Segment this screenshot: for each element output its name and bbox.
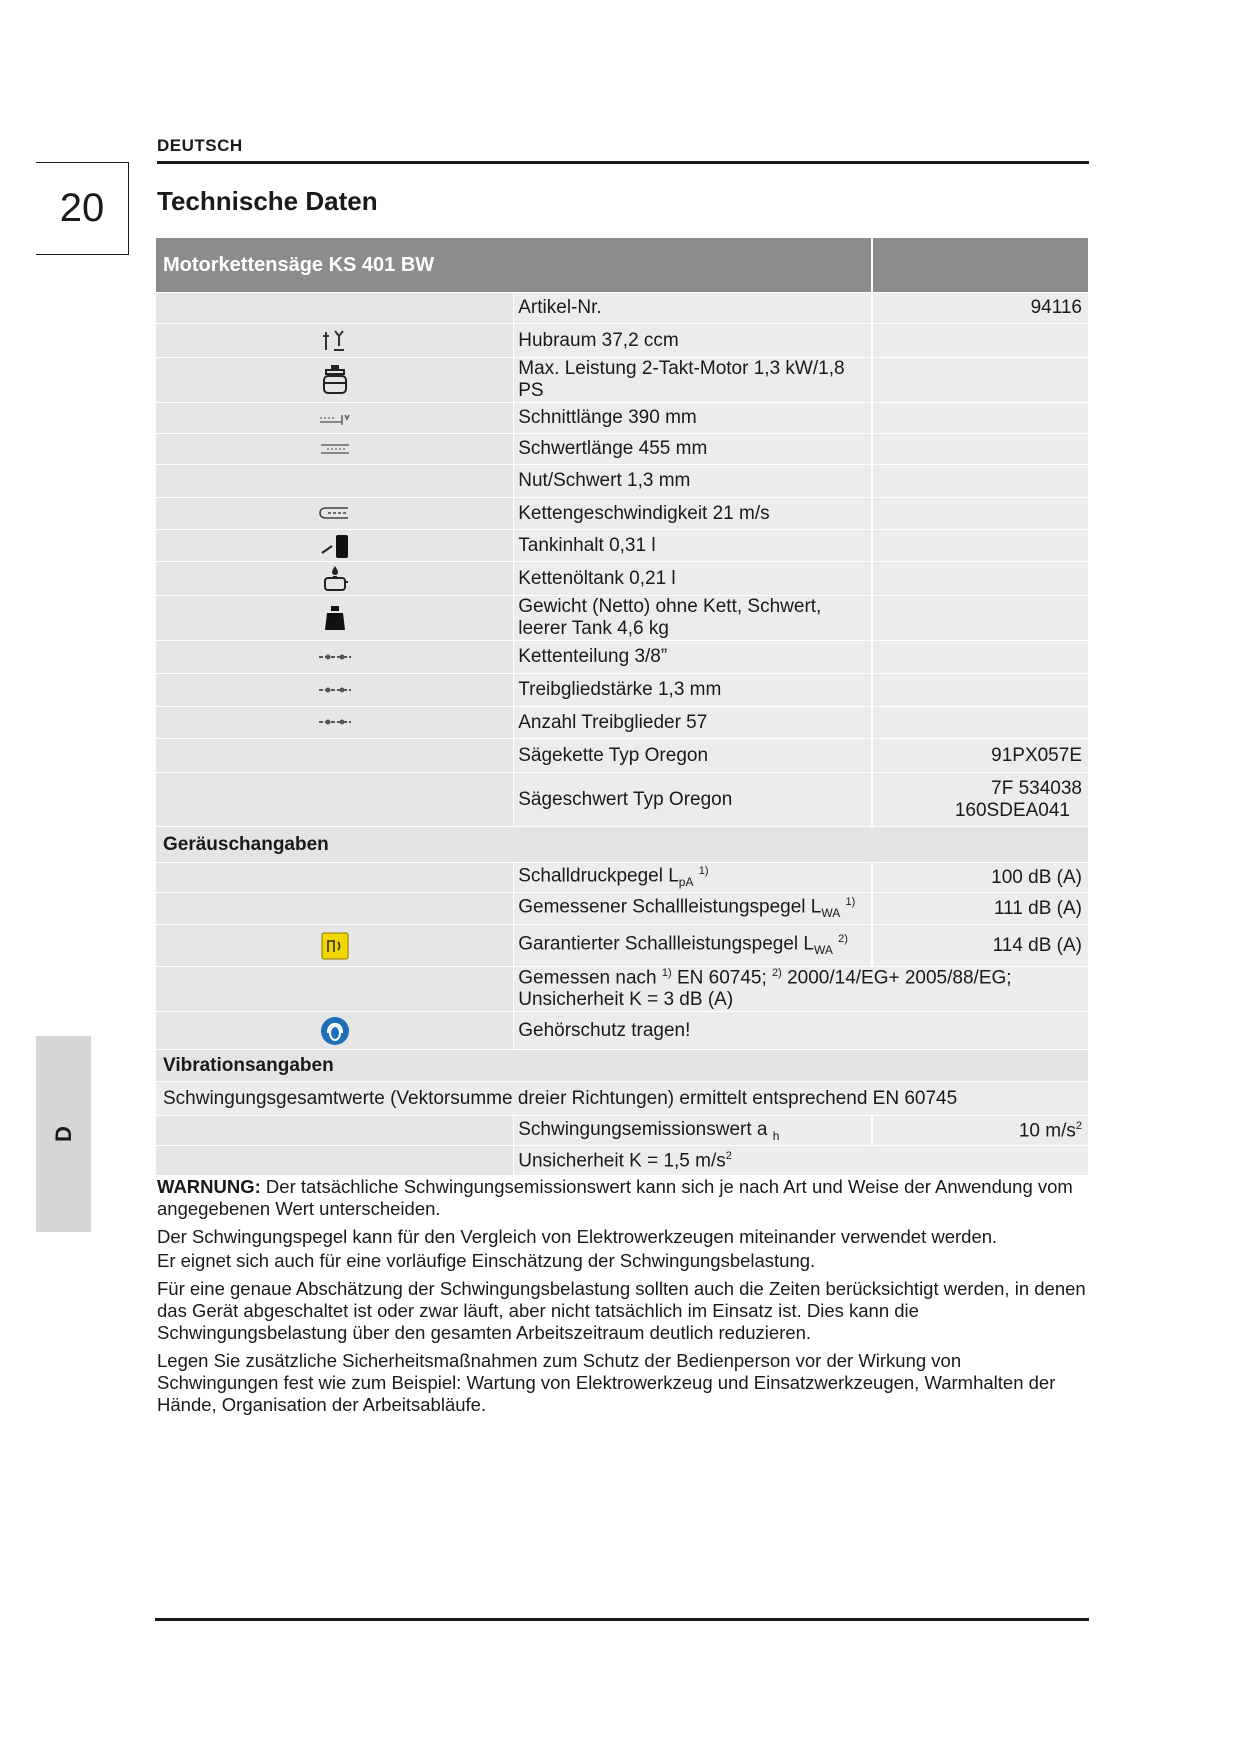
row-label: Schwingungsemissionswert a $_h$ bbox=[514, 1116, 872, 1146]
engine-power-icon bbox=[320, 364, 350, 396]
row-value bbox=[872, 324, 1089, 358]
measured-per-text: Gemessen nach $^{1)}$ EN 60745; $^{2)}$ 2000/14/EG+ 2005/88/EG; Unsicherheit K = 3 dB (A) bbox=[514, 967, 1089, 1012]
row-value bbox=[872, 530, 1089, 562]
row-label: Hubraum 37,2 ccm bbox=[514, 324, 872, 358]
product-name: Motorkettensäge KS 401 BW bbox=[156, 238, 873, 293]
row-label: Anzahl Treibglieder 57 bbox=[514, 707, 872, 739]
row-label: Unsicherheit K = 1,5 $m/s^2$ bbox=[514, 1146, 1089, 1176]
vibration-notes bbox=[157, 1176, 1087, 1422]
row-value bbox=[872, 403, 1089, 434]
chain-icon bbox=[318, 651, 352, 663]
row-label: Schnittlänge 390 mm bbox=[514, 403, 872, 434]
table-row bbox=[156, 1116, 1089, 1146]
header-value-cell bbox=[872, 238, 1089, 293]
row-value: 100 dB (A) bbox=[872, 863, 1089, 893]
table-row bbox=[156, 1082, 1089, 1116]
table-row bbox=[156, 530, 1089, 562]
page-number: 20 bbox=[36, 162, 129, 255]
side-tab-label: D bbox=[50, 1126, 76, 1142]
engine-displacement-icon bbox=[321, 328, 349, 354]
table-row bbox=[156, 403, 1089, 434]
table-row bbox=[156, 498, 1089, 530]
row-label: Treibgliedstärke 1,3 mm bbox=[514, 674, 872, 707]
row-label: Kettenöltank 0,21 l bbox=[514, 562, 872, 596]
row-label: Schalldruckpegel $L_{pA}$ $^{1)}$ bbox=[514, 863, 872, 893]
language-label: DEUTSCH bbox=[157, 136, 243, 155]
row-label: Artikel-Nr. bbox=[514, 293, 872, 324]
bar-part-number: 7F 534038 bbox=[991, 777, 1082, 799]
page-title: Technische Daten bbox=[157, 186, 378, 216]
row-label: Gemessener Schallleistungspegel $L_{WA}$ $^{1)}$ bbox=[514, 893, 872, 925]
table-row bbox=[156, 739, 1089, 773]
row-label: Kettengeschwindigkeit 21 m/s bbox=[514, 498, 872, 530]
table-row bbox=[156, 562, 1089, 596]
row-value bbox=[872, 434, 1089, 465]
table-row bbox=[156, 967, 1089, 1012]
chain-speed-icon bbox=[318, 505, 352, 521]
sound-power-warning-icon bbox=[321, 932, 349, 960]
row-label: Tankinhalt 0,31 l bbox=[514, 530, 872, 562]
row-label: Sägekette Typ Oregon bbox=[514, 739, 872, 773]
row-value: 94116 bbox=[872, 293, 1089, 324]
table-row bbox=[156, 1146, 1089, 1176]
row-label: Sägeschwert Typ Oregon bbox=[514, 773, 872, 827]
table-row bbox=[156, 358, 1089, 403]
chain-icon bbox=[318, 716, 352, 728]
note-paragraph: Legen Sie zusätzliche Sicherheitsmaßnahmen zum Schutz der Bedienperson vor der Wirkung von Schwingungen fest wie zum Beispiel: Wartung von Elektrowerkzeug und Einsatzwerkzeugen, Warmhalten der Hände, Organisation der Arbeitsabläufe. bbox=[157, 1350, 1056, 1415]
row-value bbox=[872, 707, 1089, 739]
table-header-row bbox=[156, 238, 1089, 293]
row-value bbox=[872, 465, 1089, 498]
row-value bbox=[872, 498, 1089, 530]
bar-model-number: 160SDEA041 bbox=[954, 799, 1070, 821]
row-value bbox=[872, 562, 1089, 596]
row-value: 111 dB (A) bbox=[872, 893, 1089, 925]
row-value bbox=[872, 674, 1089, 707]
note-paragraph: Der Schwingungspegel kann für den Vergleich von Elektrowerkzeugen miteinander verwendet werden. bbox=[157, 1226, 998, 1247]
weight-icon bbox=[323, 605, 347, 631]
noise-heading: Geräuschangaben bbox=[156, 827, 1089, 863]
table-row bbox=[156, 434, 1089, 465]
row-label: Max. Leistung 2-Takt-Motor 1,3 kW/1,8 PS bbox=[514, 358, 872, 403]
table-row bbox=[156, 773, 1089, 827]
row-label: Nut/Schwert 1,3 mm bbox=[514, 465, 872, 498]
fuel-tank-icon bbox=[320, 533, 350, 559]
row-value bbox=[872, 358, 1089, 403]
table-row bbox=[156, 465, 1089, 498]
section-row bbox=[156, 1050, 1089, 1082]
row-label: Schwertlänge 455 mm bbox=[514, 434, 872, 465]
note-paragraph: Er eignet sich auch für eine vorläufige Einschätzung der Schwingungsbelastung. bbox=[157, 1250, 816, 1271]
bar-length-icon bbox=[319, 440, 351, 458]
row-label: Garantierter Schallleistungspegel $L_{WA}$ $^{2)}$ bbox=[514, 925, 872, 967]
hearing-protection-icon bbox=[320, 1016, 350, 1046]
table-row bbox=[156, 893, 1089, 925]
row-value bbox=[872, 641, 1089, 674]
language-side-tab bbox=[36, 1036, 91, 1232]
table-row bbox=[156, 707, 1089, 739]
top-rule bbox=[157, 161, 1089, 164]
table-row bbox=[156, 324, 1089, 358]
chain-icon bbox=[318, 684, 352, 696]
row-value bbox=[872, 773, 1089, 827]
spec-table bbox=[155, 237, 1089, 1176]
vibration-summary: Schwingungsgesamtwerte (Vektorsumme dreier Richtungen) ermittelt entsprechend EN 60745 bbox=[156, 1082, 1089, 1116]
table-row bbox=[156, 641, 1089, 674]
table-row bbox=[156, 596, 1089, 641]
row-value: 10 $m/s^2$ bbox=[872, 1116, 1089, 1146]
warning-paragraph: WARNUNG: Der tatsächliche Schwingungsemissionswert kann sich je nach Art und Weise der Anwendung vom angegebenen Wert unterscheiden. bbox=[157, 1176, 1073, 1219]
vibration-heading: Vibrationsangaben bbox=[156, 1050, 1089, 1082]
row-label: Kettenteilung 3/8” bbox=[514, 641, 872, 674]
bottom-rule bbox=[155, 1618, 1089, 1621]
oil-tank-icon bbox=[320, 564, 350, 594]
table-row bbox=[156, 1012, 1089, 1050]
table-row bbox=[156, 293, 1089, 324]
table-row bbox=[156, 925, 1089, 967]
table-row bbox=[156, 674, 1089, 707]
note-paragraph: Für eine genaue Abschätzung der Schwingungsbelastung sollten auch die Zeiten berücksichtigt werden, in denen das Gerät abgeschaltet ist oder zwar läuft, aber nicht tatsächlich im Einsatz ist. Dies kann die Schwingungsbelastung über den gesamten Arbeitszeitraum deutlich reduzieren. bbox=[157, 1278, 1086, 1343]
row-value: 114 dB (A) bbox=[872, 925, 1089, 967]
row-value: 91PX057E bbox=[872, 739, 1089, 773]
hearing-protection-text: Gehörschutz tragen! bbox=[514, 1012, 1089, 1050]
table-row bbox=[156, 863, 1089, 893]
row-value bbox=[872, 596, 1089, 641]
cutting-length-icon bbox=[319, 409, 351, 427]
row-label: Gewicht (Netto) ohne Kett, Schwert, leerer Tank 4,6 kg bbox=[514, 596, 872, 641]
section-row bbox=[156, 827, 1089, 863]
